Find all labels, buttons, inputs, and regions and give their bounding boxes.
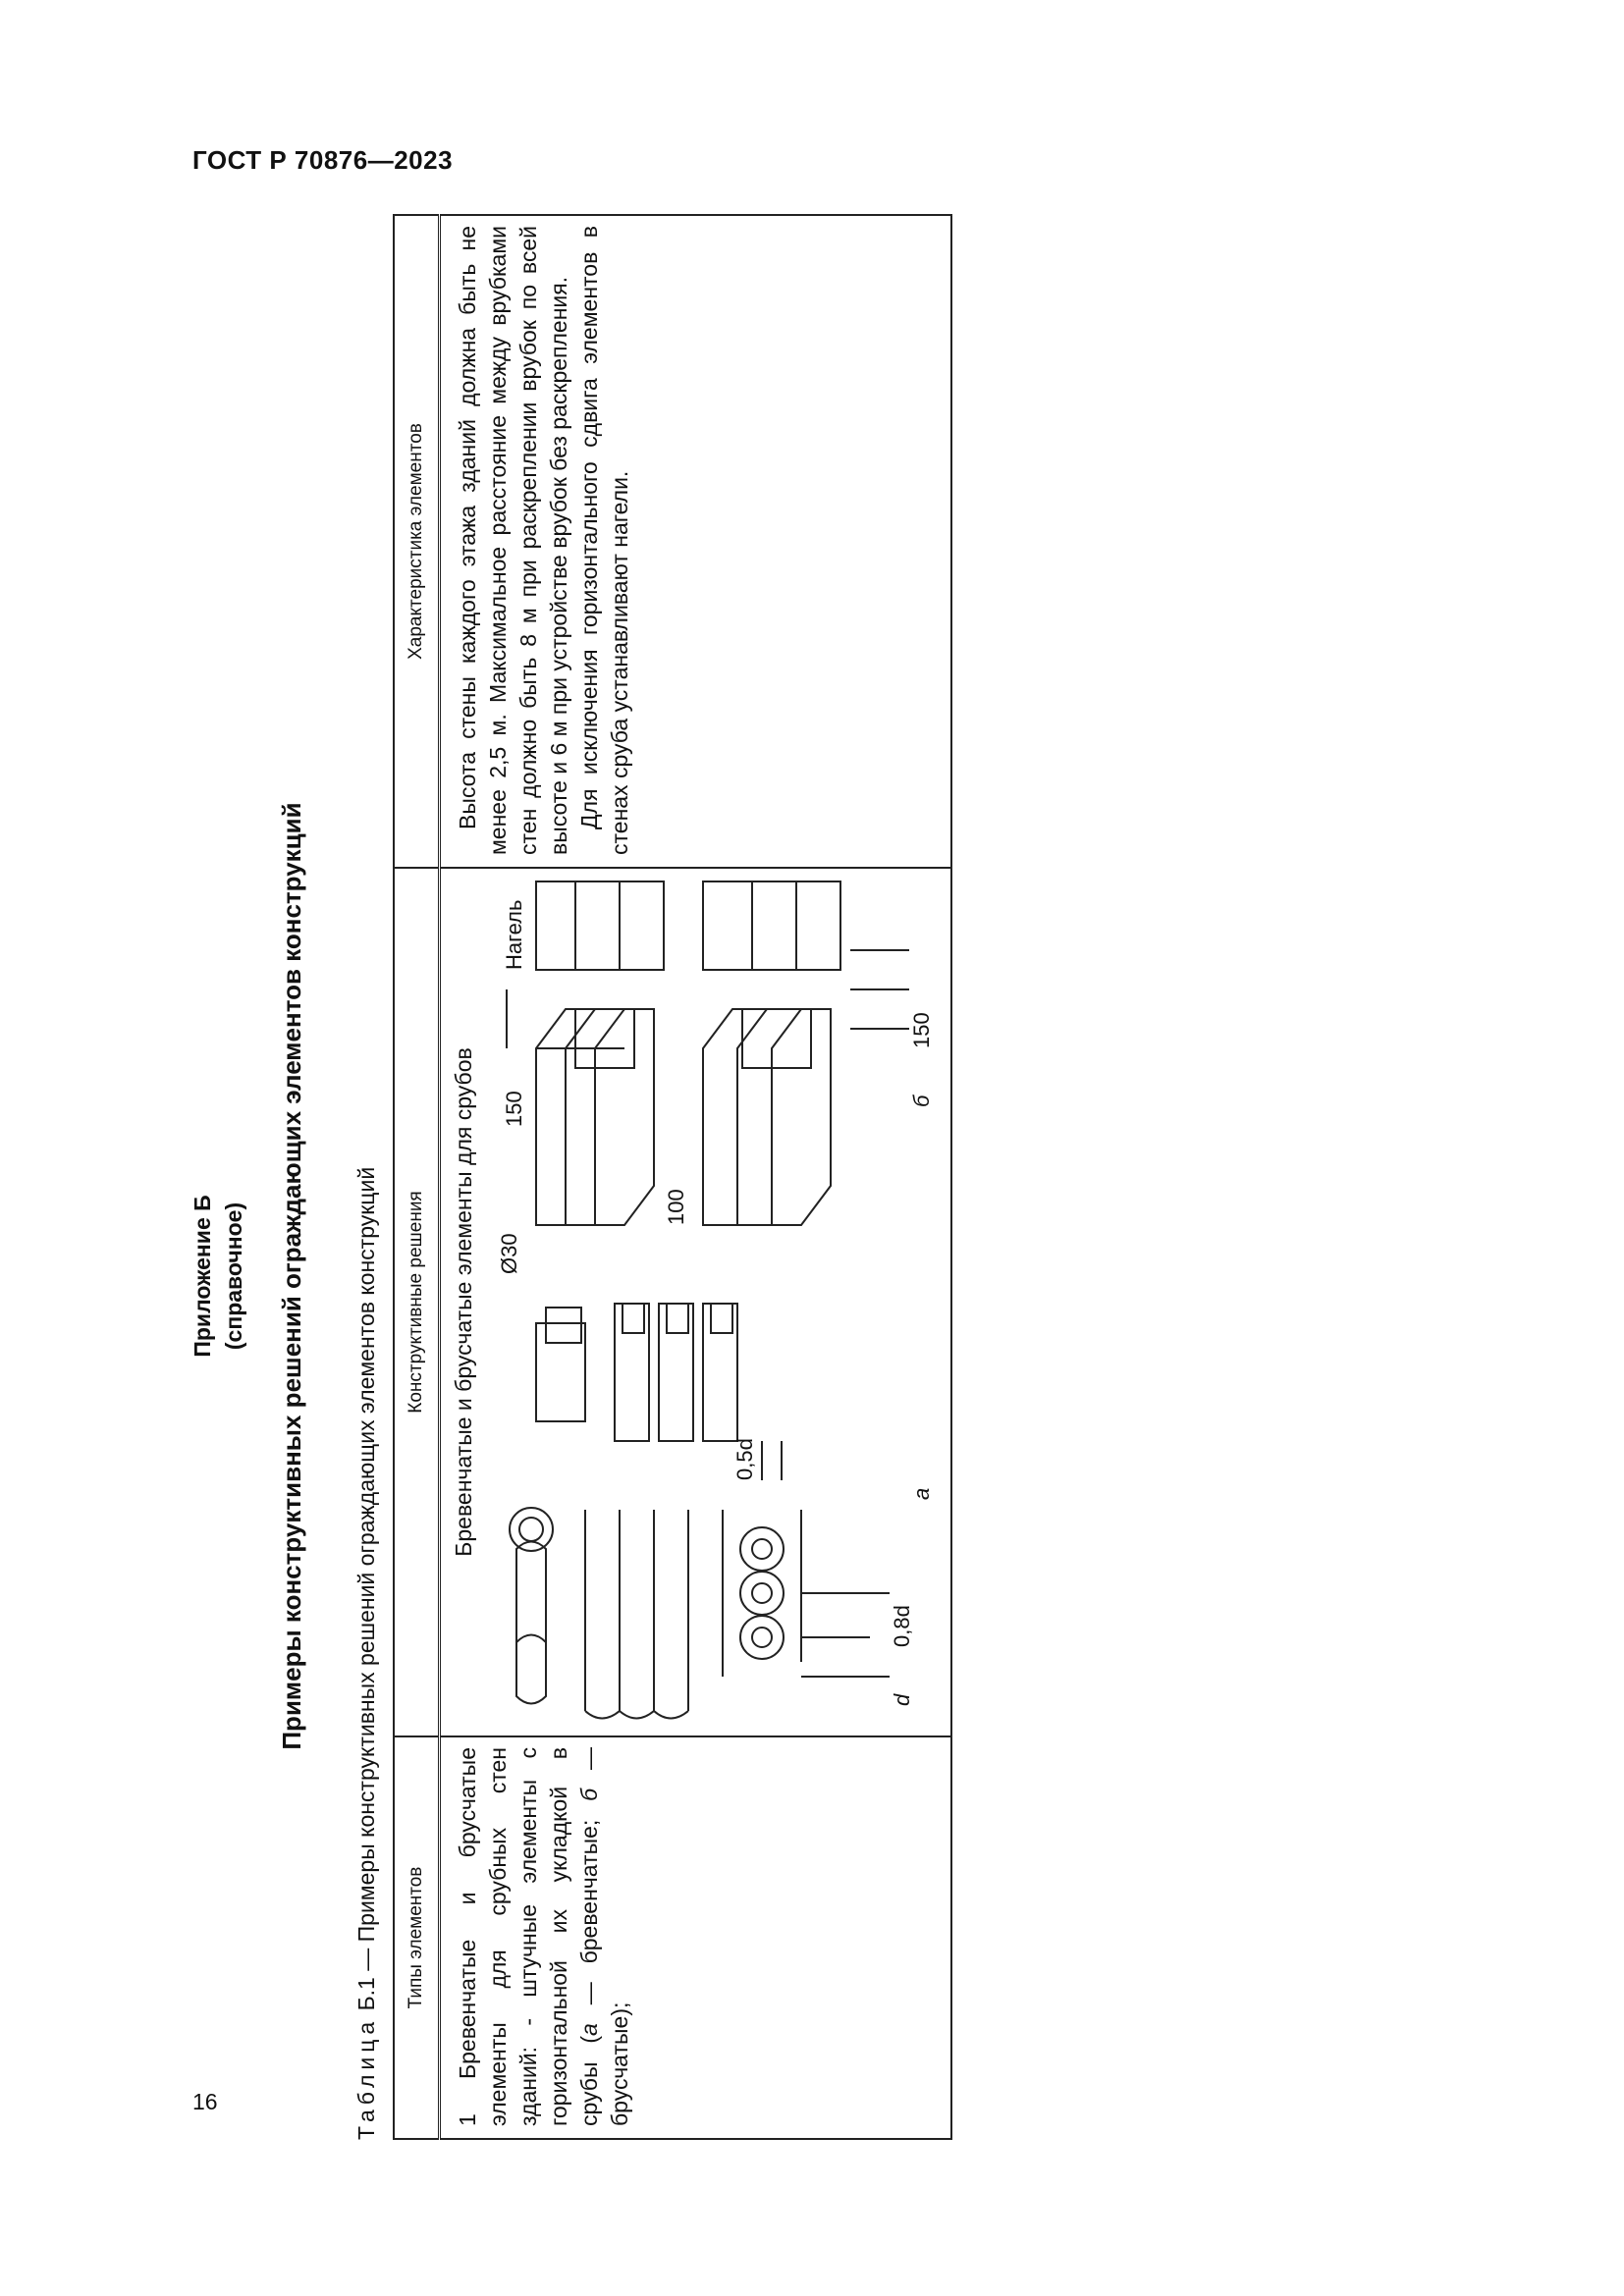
- table-caption-prefix: Таблица: [353, 2016, 379, 2140]
- document-code: ГОСТ Р 70876—2023: [192, 145, 454, 175]
- label-dim-150-top: 150: [502, 1091, 526, 1127]
- column-header-solutions: Конструктивные решения: [394, 868, 440, 1736]
- label-fig-a: а: [909, 1487, 934, 1500]
- label-dim-150-bottom: 150: [909, 1012, 934, 1048]
- log-stack: [585, 1510, 801, 1719]
- cell-element-type: [440, 1736, 952, 2139]
- appendix-status: (справочное): [221, 1201, 246, 1351]
- table-caption: [353, 1167, 380, 2140]
- label-08d: 0,8d: [890, 1605, 914, 1647]
- type-text: 1 Бревенчатые и брусчатые элементы для срубных стен зданий: - штучные элементы с горизонтальной их укладкой в срубы (а — бревенчатые; б — брусчатые);: [455, 1747, 632, 2126]
- characteristics-paragraph-1: Высота стены каждого этажа зданий должна быть не менее 2,5 м. Максимальное расстояние между врубками стен должно быть 8 м при раскреплении врубок по всей высоте и 6 м при устройстве врубок без раскрепления.: [455, 226, 571, 855]
- label-d: d: [890, 1693, 914, 1706]
- column-header-characteristics: Характеристика элементов: [394, 215, 440, 868]
- label-dim-100: 100: [664, 1189, 688, 1225]
- construction-drawing: [477, 869, 939, 1735]
- column-header-types: Типы элементов: [394, 1736, 440, 2139]
- characteristics-paragraph-2: Для исключения горизонтального сдвига элементов в стенах сруба устанавливают нагели.: [576, 226, 632, 855]
- label-fig-b: б: [909, 1095, 934, 1107]
- table-header-row: [394, 215, 440, 2139]
- log-corner-joint: [536, 1304, 737, 1441]
- timber-block-lower: [703, 1009, 831, 1225]
- construction-drawing-svg: [477, 867, 939, 1735]
- cell-characteristics: [440, 215, 952, 868]
- log-single: [510, 1508, 553, 1704]
- appendix-title: Примеры конструктивных решений ограждающих элементов конструкций: [277, 802, 306, 1750]
- table-caption-text: Б.1 — Примеры конструктивных решений ограждающих элементов конструкций: [353, 1166, 379, 2017]
- label-diameter: Ø30: [497, 1233, 521, 1274]
- appendix-label: Приложение Б: [189, 1195, 215, 1358]
- page-number: 16: [192, 2089, 218, 2114]
- rotated-appendix-block: [187, 216, 972, 2140]
- label-dowel: Нагель: [502, 899, 526, 970]
- table-row: [440, 215, 952, 2139]
- examples-table: [393, 214, 952, 2140]
- timber-block-upper: [536, 1009, 654, 1225]
- solutions-title: Бревенчатые и брусчатые элементы для срубов: [451, 1047, 476, 1557]
- dimension-lines-b: [507, 950, 909, 1048]
- label-05d: 0,5d: [732, 1438, 757, 1480]
- cell-solutions: [440, 868, 952, 1736]
- appendix-heading: [187, 412, 249, 2140]
- timber-block-right: [536, 881, 840, 970]
- table-container: [393, 216, 952, 2140]
